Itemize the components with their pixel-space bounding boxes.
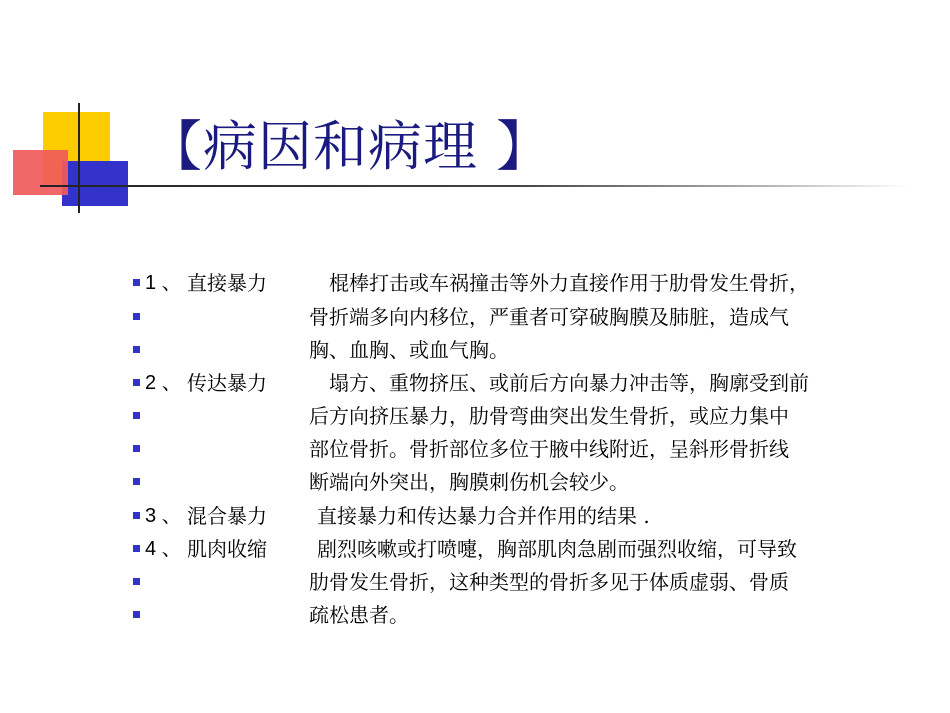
item-text: 肋骨发生骨折，这种类型的骨折多见于体质虚弱、骨质 [309, 570, 789, 594]
item-label: 传达暴力 [187, 371, 267, 395]
list-item [0, 434, 950, 467]
bullet-icon [133, 512, 140, 519]
bullet-icon [133, 445, 140, 452]
slide-title: 【病因和病理 】 [148, 115, 552, 178]
item-number: 4 、 [145, 538, 182, 560]
bullet-icon [133, 478, 140, 485]
item-text: 断端向外突出，胸膜刺伤机会较少。 [309, 470, 629, 494]
decor-blue-square [62, 161, 128, 206]
item-text: 直接暴力和传达暴力合并作用的结果 . [317, 504, 650, 528]
item-label: 直接暴力 [187, 271, 267, 295]
list-item [0, 534, 950, 567]
title-underline [40, 185, 910, 187]
bullet-icon [133, 313, 140, 320]
item-text: 胸、血胸、或血气胸。 [309, 338, 509, 362]
item-number: 2 、 [145, 372, 182, 394]
bullet-icon [133, 545, 140, 552]
bullet-icon [133, 279, 140, 286]
item-text: 骨折端多向内移位，严重者可穿破胸膜及肺脏，造成气 [309, 305, 789, 329]
item-text: 疏松患者。 [309, 603, 409, 627]
item-label: 肌肉收缩 [187, 537, 267, 561]
list-item [0, 600, 950, 633]
bullet-icon [133, 578, 140, 585]
list-item [0, 368, 950, 401]
list-item [0, 302, 950, 335]
bullet-icon [133, 346, 140, 353]
bullet-icon [133, 379, 140, 386]
item-text: 部位骨折。骨折部位多位于腋中线附近，呈斜形骨折线 [309, 437, 789, 461]
list-item [0, 335, 950, 368]
list-item [0, 467, 950, 500]
decor-vertical-line [78, 103, 80, 213]
item-text: 塌方、重物挤压、或前后方向暴力冲击等，胸廓受到前 [329, 371, 809, 395]
list-item [0, 567, 950, 600]
item-text: 后方向挤压暴力，肋骨弯曲突出发生骨折，或应力集中 [309, 404, 789, 428]
bullet-icon [133, 611, 140, 618]
item-text: 剧烈咳嗽或打喷嚏，胸部肌肉急剧而强烈收缩，可导致 [317, 537, 797, 561]
bullet-icon [133, 412, 140, 419]
decor-red-square [13, 150, 68, 195]
item-number: 3 、 [145, 505, 182, 527]
list-item [0, 401, 950, 434]
list-item [0, 268, 950, 301]
item-label: 混合暴力 [187, 504, 267, 528]
item-number: 1 、 [145, 272, 182, 294]
item-text: 棍棒打击或车祸撞击等外力直接作用于肋骨发生骨折， [329, 271, 809, 295]
list-item [0, 501, 950, 534]
